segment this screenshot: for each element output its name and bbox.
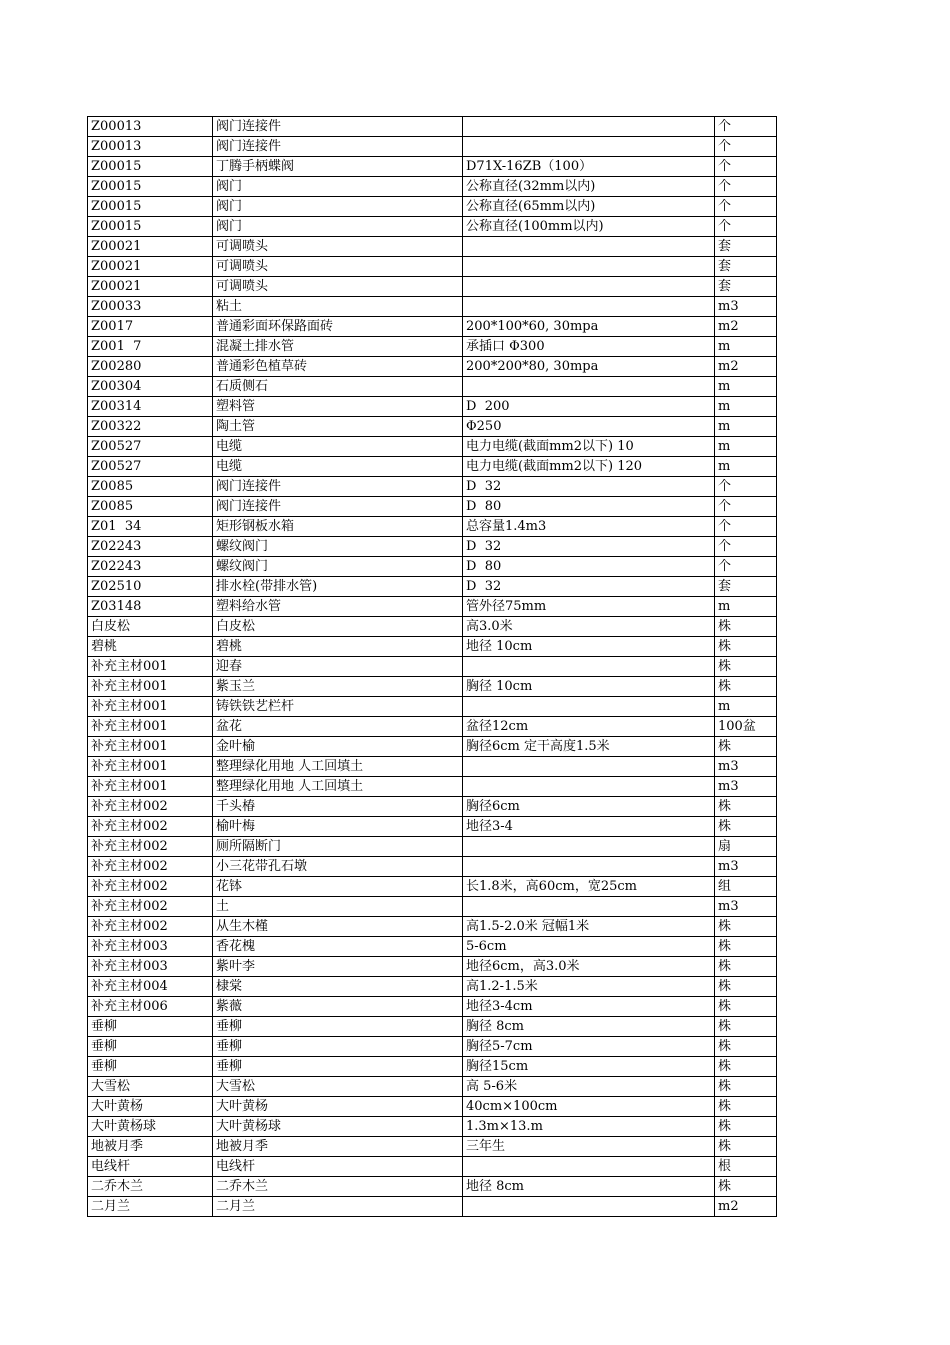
spec-cell[interactable]: 三年生: [463, 1137, 715, 1157]
unit-cell[interactable]: m2: [715, 1197, 777, 1217]
name-cell[interactable]: 阀门连接件: [213, 497, 463, 517]
unit-cell[interactable]: m2: [715, 317, 777, 337]
unit-cell[interactable]: m: [715, 397, 777, 417]
spec-cell[interactable]: D71X-16ZB（100）: [463, 157, 715, 177]
spec-cell[interactable]: [463, 377, 715, 397]
spec-cell[interactable]: Φ250: [463, 417, 715, 437]
spec-cell[interactable]: [463, 257, 715, 277]
table-row: [88, 477, 777, 497]
spec-cell[interactable]: [463, 237, 715, 257]
code-cell[interactable]: 补充主材002: [88, 817, 213, 837]
unit-cell[interactable]: 株: [715, 817, 777, 837]
spec-cell[interactable]: 胸径 8cm: [463, 1017, 715, 1037]
unit-cell[interactable]: 株: [715, 917, 777, 937]
table-row: [88, 917, 777, 937]
code-cell[interactable]: 碧桃: [88, 637, 213, 657]
name-cell[interactable]: 可调喷头: [213, 237, 463, 257]
unit-cell[interactable]: 株: [715, 997, 777, 1017]
code-cell[interactable]: 大叶黄杨球: [88, 1117, 213, 1137]
spec-cell[interactable]: [463, 137, 715, 157]
unit-cell[interactable]: 个: [715, 137, 777, 157]
code-cell[interactable]: 补充主材001: [88, 757, 213, 777]
unit-cell[interactable]: 扇: [715, 837, 777, 857]
unit-cell[interactable]: 个: [715, 197, 777, 217]
table-row: [88, 877, 777, 897]
spec-cell[interactable]: 总容量1.4m3: [463, 517, 715, 537]
unit-cell[interactable]: 个: [715, 477, 777, 497]
table-row: [88, 1137, 777, 1157]
table-row: [88, 1077, 777, 1097]
name-cell[interactable]: 香花槐: [213, 937, 463, 957]
name-cell[interactable]: 铸铁铁艺栏杆: [213, 697, 463, 717]
table-row: [88, 537, 777, 557]
spec-cell[interactable]: 高1.5-2.0米 冠幅1米: [463, 917, 715, 937]
code-cell[interactable]: 大雪松: [88, 1077, 213, 1097]
unit-cell[interactable]: 套: [715, 277, 777, 297]
name-cell[interactable]: 厕所隔断门: [213, 837, 463, 857]
unit-cell[interactable]: 株: [715, 1177, 777, 1197]
unit-cell[interactable]: 株: [715, 737, 777, 757]
unit-cell[interactable]: 个: [715, 557, 777, 577]
spec-cell[interactable]: [463, 277, 715, 297]
unit-cell[interactable]: 株: [715, 637, 777, 657]
code-cell[interactable]: 补充主材001: [88, 737, 213, 757]
name-cell[interactable]: 花钵: [213, 877, 463, 897]
code-cell[interactable]: Z02510: [88, 577, 213, 597]
spec-cell[interactable]: [463, 857, 715, 877]
spec-cell[interactable]: D 32: [463, 577, 715, 597]
code-cell[interactable]: Z00015: [88, 197, 213, 217]
unit-cell[interactable]: 100盆: [715, 717, 777, 737]
table-row: [88, 697, 777, 717]
name-cell[interactable]: 可调喷头: [213, 257, 463, 277]
spec-cell[interactable]: 管外径75mm: [463, 597, 715, 617]
table-row: [88, 497, 777, 517]
code-cell[interactable]: 补充主材003: [88, 937, 213, 957]
name-cell[interactable]: 塑料给水管: [213, 597, 463, 617]
table-row: [88, 297, 777, 317]
code-cell[interactable]: 补充主材003: [88, 957, 213, 977]
table-row: [88, 137, 777, 157]
spec-cell[interactable]: [463, 897, 715, 917]
spec-cell[interactable]: [463, 1157, 715, 1177]
name-cell[interactable]: 从生木槿: [213, 917, 463, 937]
spec-cell[interactable]: [463, 757, 715, 777]
name-cell[interactable]: 地被月季: [213, 1137, 463, 1157]
code-cell[interactable]: Z00322: [88, 417, 213, 437]
code-cell[interactable]: Z00527: [88, 437, 213, 457]
spec-cell[interactable]: [463, 117, 715, 137]
name-cell[interactable]: 阀门连接件: [213, 117, 463, 137]
code-cell[interactable]: Z01 34: [88, 517, 213, 537]
name-cell[interactable]: 大雪松: [213, 1077, 463, 1097]
name-cell[interactable]: 大叶黄杨: [213, 1097, 463, 1117]
name-cell[interactable]: 整理绿化用地 人工回填土: [213, 777, 463, 797]
spec-cell[interactable]: [463, 837, 715, 857]
name-cell[interactable]: 粘土: [213, 297, 463, 317]
table-row: [88, 437, 777, 457]
unit-cell[interactable]: m: [715, 597, 777, 617]
table-row: [88, 337, 777, 357]
name-cell[interactable]: 碧桃: [213, 637, 463, 657]
spec-cell[interactable]: 地径 10cm: [463, 637, 715, 657]
unit-cell[interactable]: 个: [715, 117, 777, 137]
spec-cell[interactable]: [463, 1197, 715, 1217]
spec-cell[interactable]: 5-6cm: [463, 937, 715, 957]
code-cell[interactable]: Z00013: [88, 117, 213, 137]
name-cell[interactable]: 可调喷头: [213, 277, 463, 297]
table-row: [88, 597, 777, 617]
code-cell[interactable]: Z02243: [88, 537, 213, 557]
table-row: [88, 557, 777, 577]
code-cell[interactable]: Z02243: [88, 557, 213, 577]
code-cell[interactable]: 补充主材001: [88, 777, 213, 797]
code-cell[interactable]: 补充主材002: [88, 797, 213, 817]
code-cell[interactable]: 电线杆: [88, 1157, 213, 1177]
table-row: [88, 957, 777, 977]
table-row: [88, 1097, 777, 1117]
unit-cell[interactable]: 套: [715, 237, 777, 257]
table-row: [88, 177, 777, 197]
table-row: [88, 237, 777, 257]
name-cell[interactable]: 塑料管: [213, 397, 463, 417]
spec-cell[interactable]: D 80: [463, 497, 715, 517]
name-cell[interactable]: 矩形钢板水箱: [213, 517, 463, 537]
code-cell[interactable]: Z00021: [88, 277, 213, 297]
table-row: [88, 777, 777, 797]
table-row: [88, 257, 777, 277]
spec-cell[interactable]: 高 5-6米: [463, 1077, 715, 1097]
code-cell[interactable]: Z00021: [88, 237, 213, 257]
unit-cell[interactable]: 株: [715, 1097, 777, 1117]
code-cell[interactable]: Z00015: [88, 157, 213, 177]
table-row: [88, 757, 777, 777]
table-row: [88, 417, 777, 437]
table-row: [88, 997, 777, 1017]
name-cell[interactable]: 棣棠: [213, 977, 463, 997]
unit-cell[interactable]: 个: [715, 217, 777, 237]
code-cell[interactable]: 白皮松: [88, 617, 213, 637]
code-cell[interactable]: 补充主材002: [88, 857, 213, 877]
spec-cell[interactable]: 胸径5-7cm: [463, 1037, 715, 1057]
name-cell[interactable]: 金叶榆: [213, 737, 463, 757]
name-cell[interactable]: 阀门: [213, 217, 463, 237]
unit-cell[interactable]: 套: [715, 257, 777, 277]
code-cell[interactable]: Z00015: [88, 177, 213, 197]
code-cell[interactable]: Z00013: [88, 137, 213, 157]
table-row: [88, 1017, 777, 1037]
spec-cell[interactable]: 1.3m×13.m: [463, 1117, 715, 1137]
unit-cell[interactable]: 株: [715, 1117, 777, 1137]
table-row: [88, 117, 777, 137]
code-cell[interactable]: Z0085: [88, 477, 213, 497]
name-cell[interactable]: 电线杆: [213, 1157, 463, 1177]
spec-cell[interactable]: 地径3-4cm: [463, 997, 715, 1017]
name-cell[interactable]: 普通彩色植草砖: [213, 357, 463, 377]
spec-cell[interactable]: [463, 697, 715, 717]
table-row: [88, 837, 777, 857]
spec-cell[interactable]: [463, 777, 715, 797]
table-row: [88, 197, 777, 217]
name-cell[interactable]: 阀门: [213, 177, 463, 197]
unit-cell[interactable]: m2: [715, 357, 777, 377]
code-cell[interactable]: 大叶黄杨: [88, 1097, 213, 1117]
name-cell[interactable]: 紫薇: [213, 997, 463, 1017]
unit-cell[interactable]: 个: [715, 157, 777, 177]
table-row: [88, 1037, 777, 1057]
name-cell[interactable]: 紫叶李: [213, 957, 463, 977]
unit-cell[interactable]: 株: [715, 1037, 777, 1057]
spec-cell[interactable]: 200*100*60, 30mpa: [463, 317, 715, 337]
unit-cell[interactable]: m: [715, 417, 777, 437]
spec-cell[interactable]: [463, 657, 715, 677]
table-row: [88, 157, 777, 177]
table-row: [88, 657, 777, 677]
code-cell[interactable]: Z00015: [88, 217, 213, 237]
name-cell[interactable]: 螺纹阀门: [213, 557, 463, 577]
table-row: [88, 1117, 777, 1137]
unit-cell[interactable]: 套: [715, 577, 777, 597]
table-row: [88, 357, 777, 377]
spec-cell[interactable]: D 32: [463, 477, 715, 497]
name-cell[interactable]: 阀门: [213, 197, 463, 217]
code-cell[interactable]: Z001 7: [88, 337, 213, 357]
code-cell[interactable]: 补充主材002: [88, 897, 213, 917]
code-cell[interactable]: 补充主材001: [88, 657, 213, 677]
code-cell[interactable]: 垂柳: [88, 1017, 213, 1037]
code-cell[interactable]: 补充主材001: [88, 677, 213, 697]
code-cell[interactable]: Z00304: [88, 377, 213, 397]
code-cell[interactable]: 补充主材001: [88, 697, 213, 717]
name-cell[interactable]: 阀门连接件: [213, 137, 463, 157]
table-row: [88, 1157, 777, 1177]
name-cell[interactable]: 混凝土排水管: [213, 337, 463, 357]
unit-cell[interactable]: 株: [715, 1057, 777, 1077]
spec-cell[interactable]: 胸径6cm: [463, 797, 715, 817]
unit-cell[interactable]: m: [715, 697, 777, 717]
spec-cell[interactable]: D 200: [463, 397, 715, 417]
unit-cell[interactable]: 株: [715, 617, 777, 637]
code-cell[interactable]: 垂柳: [88, 1057, 213, 1077]
name-cell[interactable]: 紫玉兰: [213, 677, 463, 697]
code-cell[interactable]: 二月兰: [88, 1197, 213, 1217]
table-row: [88, 517, 777, 537]
spec-cell[interactable]: 胸径 10cm: [463, 677, 715, 697]
spec-cell[interactable]: 公称直径(100mm以内): [463, 217, 715, 237]
code-cell[interactable]: 补充主材002: [88, 877, 213, 897]
spec-cell[interactable]: 公称直径(65mm以内): [463, 197, 715, 217]
table-row: [88, 1197, 777, 1217]
table-row: [88, 737, 777, 757]
table-row: [88, 1057, 777, 1077]
unit-cell[interactable]: 组: [715, 877, 777, 897]
unit-cell[interactable]: m: [715, 337, 777, 357]
code-cell[interactable]: Z00033: [88, 297, 213, 317]
name-cell[interactable]: 电缆: [213, 437, 463, 457]
name-cell[interactable]: 垂柳: [213, 1017, 463, 1037]
spec-cell[interactable]: 地径6cm，高3.0米: [463, 957, 715, 977]
table-row: [88, 217, 777, 237]
spec-cell[interactable]: 高3.0米: [463, 617, 715, 637]
unit-cell[interactable]: 株: [715, 797, 777, 817]
material-table: [87, 116, 777, 1217]
name-cell[interactable]: 垂柳: [213, 1057, 463, 1077]
unit-cell[interactable]: 根: [715, 1157, 777, 1177]
name-cell[interactable]: 阀门连接件: [213, 477, 463, 497]
name-cell[interactable]: 榆叶梅: [213, 817, 463, 837]
name-cell[interactable]: 陶土管: [213, 417, 463, 437]
unit-cell[interactable]: 株: [715, 657, 777, 677]
name-cell[interactable]: 白皮松: [213, 617, 463, 637]
table-row: [88, 677, 777, 697]
unit-cell[interactable]: 株: [715, 1077, 777, 1097]
spec-cell[interactable]: 胸径6cm 定干高度1.5米: [463, 737, 715, 757]
code-cell[interactable]: 垂柳: [88, 1037, 213, 1057]
unit-cell[interactable]: 株: [715, 957, 777, 977]
unit-cell[interactable]: m3: [715, 777, 777, 797]
unit-cell[interactable]: 株: [715, 1137, 777, 1157]
spec-cell[interactable]: [463, 297, 715, 317]
name-cell[interactable]: 盆花: [213, 717, 463, 737]
table-row: [88, 457, 777, 477]
code-cell[interactable]: 地被月季: [88, 1137, 213, 1157]
spec-cell[interactable]: D 32: [463, 537, 715, 557]
spec-cell[interactable]: 承插口 Φ300: [463, 337, 715, 357]
code-cell[interactable]: 补充主材004: [88, 977, 213, 997]
unit-cell[interactable]: 个: [715, 517, 777, 537]
name-cell[interactable]: 螺纹阀门: [213, 537, 463, 557]
spec-cell[interactable]: 盆径12cm: [463, 717, 715, 737]
table-row: [88, 797, 777, 817]
code-cell[interactable]: 补充主材002: [88, 917, 213, 937]
unit-cell[interactable]: 个: [715, 177, 777, 197]
spec-cell[interactable]: 电力电缆(截面mm2以下) 120: [463, 457, 715, 477]
unit-cell[interactable]: m3: [715, 857, 777, 877]
code-cell[interactable]: Z03148: [88, 597, 213, 617]
code-cell[interactable]: Z00021: [88, 257, 213, 277]
spec-cell[interactable]: 地径 8cm: [463, 1177, 715, 1197]
table-row: [88, 277, 777, 297]
name-cell[interactable]: 迎春: [213, 657, 463, 677]
name-cell[interactable]: 土: [213, 897, 463, 917]
code-cell[interactable]: Z00280: [88, 357, 213, 377]
code-cell[interactable]: 补充主材002: [88, 837, 213, 857]
name-cell[interactable]: 二乔木兰: [213, 1177, 463, 1197]
spec-cell[interactable]: 公称直径(32mm以内): [463, 177, 715, 197]
name-cell[interactable]: 排水栓(带排水管): [213, 577, 463, 597]
name-cell[interactable]: 电缆: [213, 457, 463, 477]
unit-cell[interactable]: 个: [715, 497, 777, 517]
spec-cell[interactable]: 胸径15cm: [463, 1057, 715, 1077]
unit-cell[interactable]: m3: [715, 897, 777, 917]
unit-cell[interactable]: 个: [715, 537, 777, 557]
code-cell[interactable]: Z00314: [88, 397, 213, 417]
spec-cell[interactable]: 200*200*80, 30mpa: [463, 357, 715, 377]
table-row: [88, 977, 777, 997]
table-row: [88, 617, 777, 637]
code-cell[interactable]: 补充主材006: [88, 997, 213, 1017]
material-table-body: [88, 117, 777, 1217]
code-cell[interactable]: 二乔木兰: [88, 1177, 213, 1197]
name-cell[interactable]: 千头椿: [213, 797, 463, 817]
name-cell[interactable]: 小三花带孔石墩: [213, 857, 463, 877]
table-row: [88, 717, 777, 737]
name-cell[interactable]: 整理绿化用地 人工回填土: [213, 757, 463, 777]
table-row: [88, 857, 777, 877]
unit-cell[interactable]: 株: [715, 937, 777, 957]
spec-cell[interactable]: 地径3-4: [463, 817, 715, 837]
table-row: [88, 637, 777, 657]
code-cell[interactable]: Z00527: [88, 457, 213, 477]
name-cell[interactable]: 石质侧石: [213, 377, 463, 397]
unit-cell[interactable]: m3: [715, 297, 777, 317]
table-row: [88, 317, 777, 337]
unit-cell[interactable]: 株: [715, 1017, 777, 1037]
table-row: [88, 397, 777, 417]
unit-cell[interactable]: 株: [715, 977, 777, 997]
code-cell[interactable]: 补充主材001: [88, 717, 213, 737]
table-row: [88, 937, 777, 957]
table-row: [88, 817, 777, 837]
table-row: [88, 377, 777, 397]
spec-cell[interactable]: D 80: [463, 557, 715, 577]
code-cell[interactable]: Z0085: [88, 497, 213, 517]
unit-cell[interactable]: m: [715, 437, 777, 457]
unit-cell[interactable]: m3: [715, 757, 777, 777]
spec-cell[interactable]: 电力电缆(截面mm2以下) 10: [463, 437, 715, 457]
table-row: [88, 897, 777, 917]
code-cell[interactable]: Z0017: [88, 317, 213, 337]
table-row: [88, 1177, 777, 1197]
unit-cell[interactable]: m: [715, 457, 777, 477]
name-cell[interactable]: 垂柳: [213, 1037, 463, 1057]
unit-cell[interactable]: 株: [715, 677, 777, 697]
name-cell[interactable]: 大叶黄杨球: [213, 1117, 463, 1137]
spec-cell[interactable]: 高1.2-1.5米: [463, 977, 715, 997]
unit-cell[interactable]: m: [715, 377, 777, 397]
name-cell[interactable]: 普通彩面环保路面砖: [213, 317, 463, 337]
name-cell[interactable]: 丁腾手柄蝶阀: [213, 157, 463, 177]
spec-cell[interactable]: 40cm×100cm: [463, 1097, 715, 1117]
name-cell[interactable]: 二月兰: [213, 1197, 463, 1217]
table-row: [88, 577, 777, 597]
spec-cell[interactable]: 长1.8米，高60cm，宽25cm: [463, 877, 715, 897]
